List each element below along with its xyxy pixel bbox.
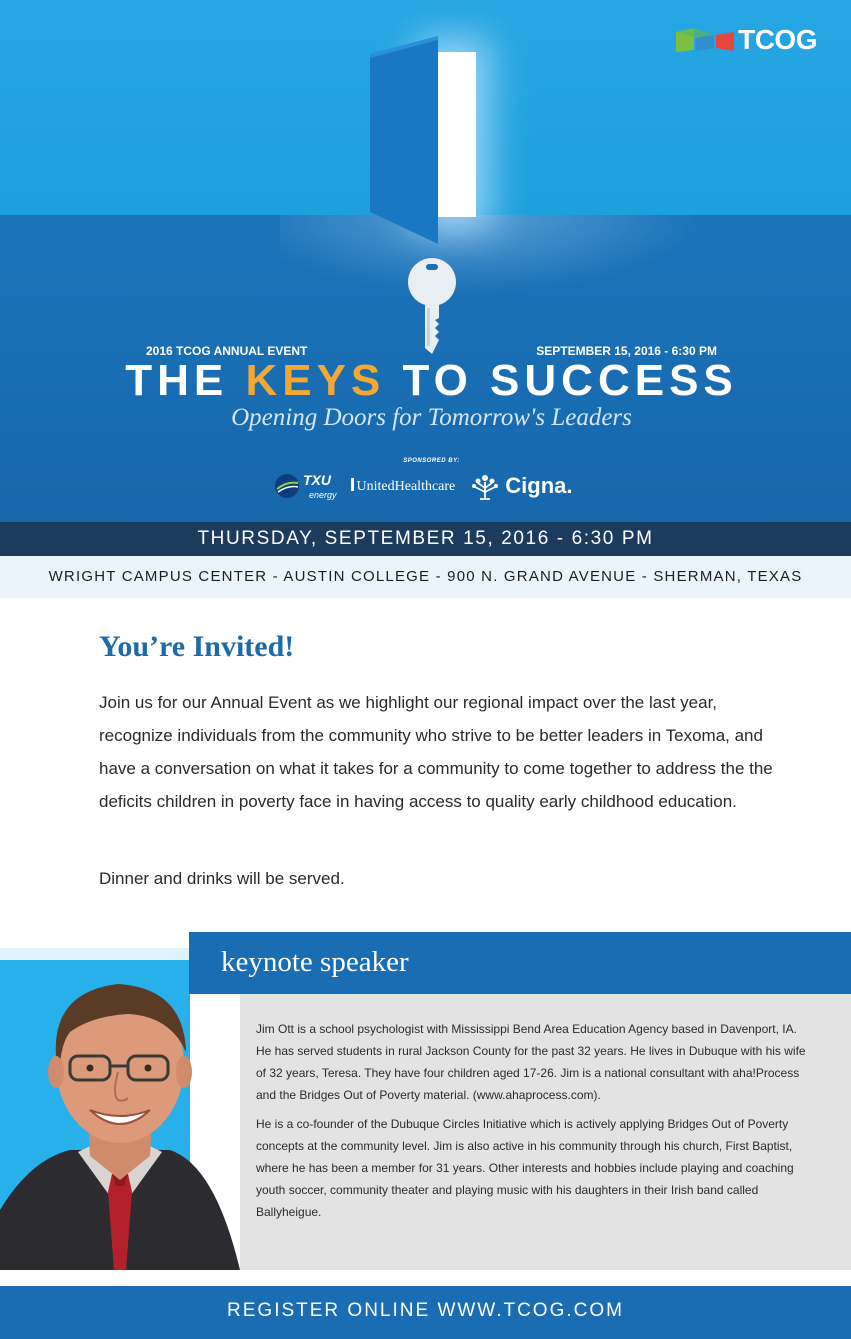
hero-banner bbox=[0, 0, 851, 522]
tcog-logo[interactable] bbox=[676, 24, 817, 56]
speaker-bio-paragraph: Jim Ott is a school psychologist with Mississippi Bend Area Education Agency based in Davenport, IA. He has served students in rural Jackson County for the past 32 years. He lives in Dubuque with his wife of 32 years, Teresa. They have four children aged 17-26. Jim is a national consultant with aha!Process and the Bridges Out of Poverty material. (www.ahaprocess.com). bbox=[256, 1022, 806, 1102]
invitation-heading: You’re Invited! bbox=[99, 630, 295, 663]
event-title bbox=[0, 356, 851, 406]
tcog-logo-text: TCOG bbox=[738, 24, 817, 55]
txu-starburst-icon bbox=[274, 473, 300, 499]
event-date-bar: THURSDAY, SEPTEMBER 15, 2016 - 6:30 PM bbox=[0, 522, 851, 556]
door-panel-illustration bbox=[368, 36, 440, 246]
event-tagline: Opening Doors for Tomorrow's Leaders bbox=[231, 404, 632, 431]
event-label: 2016 TCOG ANNUAL EVENT bbox=[146, 344, 308, 358]
door-light-beam bbox=[280, 215, 700, 295]
keynote-heading: keynote speaker bbox=[189, 932, 851, 994]
cigna-tree-icon bbox=[469, 470, 501, 502]
speaker-bio-paragraph: He is a co-founder of the Dubuque Circles Initiative which is actively applying Bridges Out of Poverty concepts at the community level. Jim is also active in his community through his church, First Baptist, where he has been a member for 31 years. Other interests and hobbies include playing and coaching youth soccer, community theater and playing music with his daughters in their Irish band called Ballyheigue. bbox=[256, 1117, 794, 1219]
uhc-bar-icon bbox=[351, 478, 354, 491]
sponsored-by-label: SPONSORED BY: bbox=[403, 458, 460, 464]
register-online-link[interactable]: REGISTER ONLINE WWW.TCOG.COM bbox=[0, 1286, 851, 1339]
key-icon bbox=[404, 258, 460, 358]
event-location-bar: WRIGHT CAMPUS CENTER - AUSTIN COLLEGE - 900 N. GRAND AVENUE - SHERMAN, TEXAS bbox=[0, 556, 851, 598]
title-accent: KEYS bbox=[245, 356, 386, 405]
invitation-note: Dinner and drinks will be served. bbox=[99, 869, 345, 888]
title-prefix: THE bbox=[125, 356, 229, 405]
unitedhealthcare-logo bbox=[351, 478, 456, 495]
cigna-logo bbox=[469, 470, 572, 502]
title-suffix: TO SUCCESS bbox=[402, 356, 738, 405]
txu-brand: TXU bbox=[303, 472, 331, 488]
uhc-label: UnitedHealthcare bbox=[356, 478, 456, 494]
cigna-label: Cigna. bbox=[505, 473, 573, 498]
invitation-body: Join us for our Annual Event as we highlight our regional impact over the last year, recognize individuals from the community who strive to be better leaders in Texoma, and have a conversation on what it takes for a community to come together to address the the deficits children in poverty face in having access to quality early childhood education. bbox=[99, 693, 773, 811]
sponsor-logos bbox=[274, 470, 573, 502]
event-datetime: SEPTEMBER 15, 2016 - 6:30 PM bbox=[536, 344, 717, 358]
speaker-photo bbox=[0, 960, 240, 1270]
txu-energy-logo bbox=[274, 472, 337, 500]
speaker-photo-frame-edge bbox=[0, 948, 190, 960]
txu-sub: energy bbox=[309, 490, 337, 500]
speaker-bio-panel bbox=[240, 994, 851, 1270]
tcog-logo-icon bbox=[676, 26, 734, 54]
